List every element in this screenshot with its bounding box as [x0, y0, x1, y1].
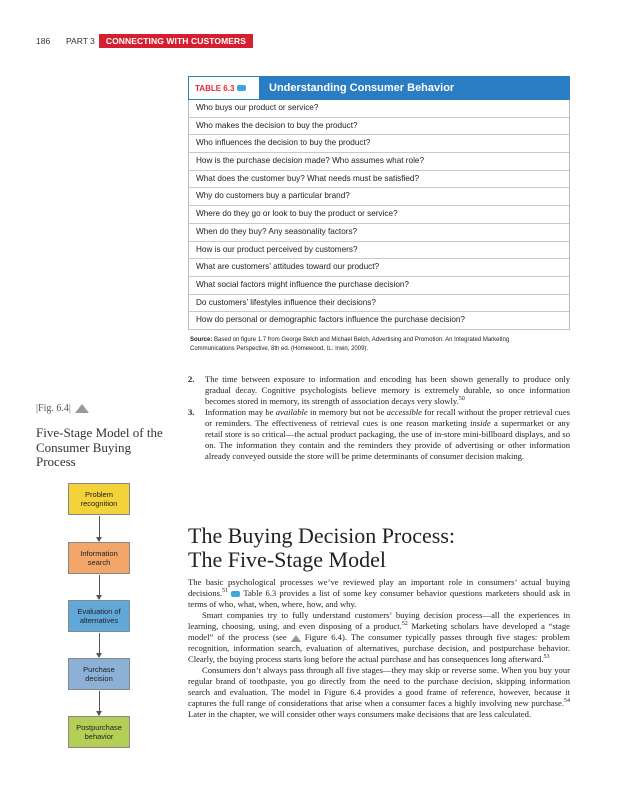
arrow-down-icon	[99, 516, 100, 541]
table-row: Who makes the decision to buy the product?	[189, 118, 569, 136]
table-row: Who influences the decision to buy the product?	[189, 135, 569, 153]
table-row: Do customers’ lifestyles influence their decisions?	[189, 295, 569, 313]
emphasis: inside	[470, 418, 491, 428]
paragraph-text: Smart companies try to fully understand customers’ buying decision process—all the experiences in learning, choosing, using, and even disposing of a product.	[188, 610, 570, 631]
table-source	[188, 336, 550, 355]
list-item	[188, 407, 570, 462]
paragraph-text: Later in the chapter, we will consider other ways consumers make decisions that are less calculated.	[188, 709, 532, 719]
list-item	[188, 374, 570, 407]
stage-evaluation-of-alternatives: Evaluation of alternatives	[68, 600, 130, 632]
table-label	[188, 76, 259, 100]
page-number: 186	[36, 36, 51, 46]
triangle-icon	[291, 635, 301, 642]
stage-postpurchase-behavior: Postpurchase behavior	[68, 716, 130, 748]
footnote-ref: 51	[222, 588, 229, 595]
paragraph-text: The basic psychological processes we’ve reviewed play an important role in consumers’ actual buying decisions.	[188, 577, 570, 598]
table-number: TABLE 6.3	[195, 83, 235, 93]
table-row: Where do they go or look to buy the product or service?	[189, 206, 569, 224]
figure-caption-block	[36, 403, 166, 470]
stage-problem-recognition: Problem recognition	[68, 483, 130, 515]
table-row: When do they buy? Any seasonality factors?	[189, 224, 569, 242]
table-6-3	[188, 76, 570, 355]
body-text	[188, 577, 570, 720]
paragraph-text: Table 6.3 provides a list of some key consumer behavior questions marketers should ask in terms of who, what, when, where, how, and why.	[188, 588, 571, 609]
part-label: PART 3	[66, 36, 95, 46]
list-text	[205, 407, 570, 462]
list-number: 3.	[188, 407, 195, 417]
figure-caption: Five-Stage Model of the Consumer Buying Process	[36, 425, 163, 469]
source-text: Based on figure 1.7 from George Belch and Michael Belch, Advertising and Promotion: An Integrated Marketing Communications Perspective, 8th ed. (Homewood, IL: Irwin, 2009).	[190, 336, 510, 353]
list-text	[205, 374, 570, 407]
list-text-part: a supermarket or any retail store is so critical—the actual product packaging, the use of in-store mini-billboard displays, and so on. The information they contain and the reminders they provide of advertising or other information already conveyed outside the store will be prime determinants of consumer decision making.	[205, 418, 570, 461]
emphasis: available	[275, 407, 308, 417]
arrow-down-icon	[99, 633, 100, 657]
paragraph	[188, 577, 570, 610]
page-header	[36, 34, 253, 48]
table-row: What does the customer buy? What needs must be satisfied?	[189, 171, 569, 189]
footnote-ref: 50	[458, 396, 465, 403]
paragraph	[188, 665, 570, 720]
table-body	[188, 100, 570, 330]
paragraph-text: Figure 6.4). The consumer typically passes through five stages: problem recognition, information search, evaluation of alternatives, purchase decision, and postpurchase behavior. Clearly, the buying process starts long before the actual purchase and has consequences long afterward.	[188, 632, 570, 664]
list-text-part: for recall without the proper retrieval cues or reminders. The effectiveness of retrieval cues is one reason marketing	[205, 407, 570, 428]
table-row: How is the purchase decision made? Who assumes what role?	[189, 153, 569, 171]
stage-information-search: Information search	[68, 542, 130, 574]
table-tab-icon	[231, 591, 240, 597]
section-banner: CONNECTING WITH CUSTOMERS	[99, 34, 253, 48]
list-text-part: Information may be	[205, 407, 276, 417]
figure-number	[36, 403, 166, 414]
table-tab-icon	[237, 85, 246, 91]
table-row: How do personal or demographic factors influence the purchase decision?	[189, 312, 569, 330]
list-number: 2.	[188, 374, 195, 384]
table-row: Why do customers buy a particular brand?	[189, 188, 569, 206]
paragraph-text: Consumers don’t always pass through all five stages—they may skip or reverse some. When you buy your regular brand of toothpaste, you go directly from the need to the purchase decision, skipping information search and evaluation. The model in Figure 6.4 provides a good frame of reference, however, because it captures the full range of considerations that arise when a consumer faces a highly involving new purchase.	[188, 665, 570, 708]
list-text-body: The time between exposure to information and encoding has been shown generally to produce only gradual decay. Cognitive psychologists believe memory is extremely durable, so once information becomes stored in memory, its strength of association decays very slowly.	[205, 374, 570, 406]
figure-number-text: |Fig. 6.4|	[36, 403, 71, 414]
numbered-list	[188, 374, 570, 462]
footnote-ref: 54	[564, 698, 570, 705]
paragraph-text: Marketing scholars have developed a “stage model” of the process (see	[188, 621, 570, 642]
section-heading	[188, 524, 578, 572]
stage-purchase-decision: Purchase decision	[68, 658, 130, 690]
table-title: Understanding Consumer Behavior	[259, 76, 570, 100]
arrow-down-icon	[99, 575, 100, 599]
paragraph	[188, 610, 570, 665]
emphasis: accessible	[386, 407, 422, 417]
heading-line-1: The Buying Decision Process:	[188, 523, 456, 548]
footnote-ref: 52	[401, 621, 408, 628]
table-row: What social factors might influence the purchase decision?	[189, 277, 569, 295]
table-row: What are customers’ attitudes toward our product?	[189, 259, 569, 277]
arrow-down-icon	[99, 691, 100, 715]
heading-line-2: The Five-Stage Model	[188, 547, 386, 572]
footnote-ref: 53	[543, 654, 550, 661]
triangle-icon	[75, 404, 89, 413]
list-text-part: in memory but not be	[307, 407, 387, 417]
table-row: Who buys our product or service?	[189, 100, 569, 118]
source-label: Source:	[190, 336, 213, 343]
table-row: How is our product perceived by customers?	[189, 242, 569, 260]
table-title-bar	[188, 76, 570, 100]
